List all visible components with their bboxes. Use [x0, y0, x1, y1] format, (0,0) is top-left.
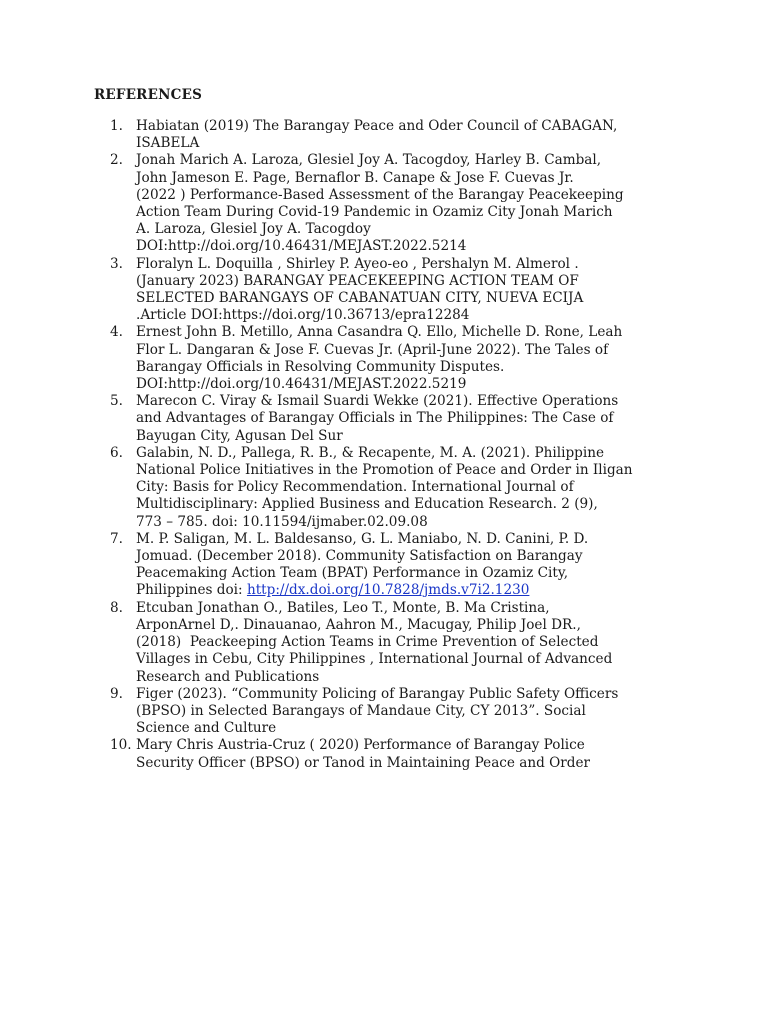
reference-number: 3.	[110, 255, 123, 272]
reference-line: Galabin, N. D., Pallega, R. B., & Recapente, M. A. (2021). Philippine	[136, 444, 604, 461]
reference-line: DOI:http://doi.org/10.46431/MEJAST.2022.5214	[136, 238, 467, 255]
reference-line: Mary Chris Austria-Cruz ( 2020) Performance of Barangay Police	[136, 737, 585, 754]
reference-line: and Advantages of Barangay Officials in The Philippines: The Case of	[136, 410, 614, 427]
reference-text	[136, 118, 680, 152]
reference-number: 2.	[110, 152, 123, 169]
reference-item	[0, 600, 768, 686]
reference-line: Bayugan City, Agusan Del Sur	[136, 427, 343, 444]
reference-number: 6.	[110, 444, 123, 461]
reference-item	[0, 737, 768, 771]
reference-number: 9.	[110, 685, 123, 702]
reference-line: Science and Culture	[136, 720, 277, 737]
reference-line: Action Team During Covid-19 Pandemic in Ozamiz City Jonah Marich	[136, 204, 613, 221]
reference-line: Security Officer (BPSO) or Tanod in Maintaining Peace and Order	[136, 754, 591, 771]
reference-list	[0, 118, 768, 772]
reference-item	[0, 686, 768, 738]
reference-item	[0, 445, 768, 531]
reference-line: City: Basis for Policy Recommendation. International Journal of	[136, 479, 574, 496]
references-heading: REFERENCES	[94, 87, 203, 103]
reference-item	[0, 256, 768, 325]
reference-line-prefix: Philippines doi:	[136, 582, 247, 599]
reference-line: (January 2023) BARANGAY PEACEKEEPING ACTION TEAM OF	[136, 272, 579, 289]
reference-line: Barangay Officials in Resolving Community Disputes.	[136, 358, 505, 375]
reference-line: John Jameson E. Page, Bernaflor B. Canape & Jose F. Cuevas Jr.	[136, 169, 574, 186]
reference-line: Jomuad. (December 2018). Community Satisfaction on Barangay	[136, 548, 583, 565]
reference-line: M. P. Saligan, M. L. Baldesanso, G. L. Maniabo, N. D. Canini, P. D.	[136, 530, 589, 547]
reference-line: 773 – 785. doi: 10.11594/ijmaber.02.09.08	[136, 513, 428, 530]
reference-number: 8.	[110, 599, 123, 616]
reference-text	[136, 256, 680, 325]
reference-text	[136, 600, 680, 686]
reference-line: Flor L. Dangaran & Jose F. Cuevas Jr. (April-June 2022). The Tales of	[136, 341, 609, 358]
reference-line: (BPSO) in Selected Barangays of Mandaue City, CY 2013”. Social	[136, 702, 586, 719]
reference-line: Peacemaking Action Team (BPAT) Performance in Ozamiz City,	[136, 565, 569, 582]
reference-number: 4.	[110, 324, 123, 341]
reference-line: Ernest John B. Metillo, Anna Casandra Q. Ello, Michelle D. Rone, Leah	[136, 324, 623, 341]
reference-line: Figer (2023). “Community Policing of Barangay Public Safety Officers	[136, 685, 619, 702]
doi-link[interactable]: http://dx.doi.org/10.7828/jmds.v7i2.1230	[246, 582, 530, 599]
reference-line: Etcuban Jonathan O., Batiles, Leo T., Monte, B. Ma Cristina,	[136, 599, 550, 616]
reference-text	[136, 445, 680, 531]
reference-item	[0, 393, 768, 445]
reference-number: 7.	[110, 530, 123, 547]
reference-line: (2018) Peackeeping Action Teams in Crime Prevention of Selected	[136, 634, 599, 651]
reference-item	[0, 118, 768, 152]
reference-line: (2022 ) Performance-Based Assessment of the Barangay Peacekeeping	[136, 186, 624, 203]
reference-line: Multidisciplinary: Applied Business and Education Research. 2 (9),	[136, 496, 598, 513]
reference-text	[136, 152, 680, 255]
reference-line: Floralyn L. Doquilla , Shirley P. Ayeo-eo , Pershalyn M. Almerol .	[136, 255, 579, 272]
reference-line: Jonah Marich A. Laroza, Glesiel Joy A. Tacogdoy, Harley B. Cambal,	[136, 152, 602, 169]
reference-number: 10.	[110, 737, 132, 754]
reference-line: .Article DOI:https://doi.org/10.36713/epra12284	[136, 307, 470, 324]
reference-number: 1.	[110, 118, 123, 134]
reference-number: 5.	[110, 393, 123, 410]
reference-line: Research and Publications	[136, 668, 320, 685]
reference-line: Villages in Cebu, City Philippines , International Journal of Advanced	[136, 651, 613, 668]
reference-line: National Police Initiatives in the Promotion of Peace and Order in Iligan	[136, 462, 633, 479]
reference-text	[136, 393, 680, 445]
reference-line: DOI:http://doi.org/10.46431/MEJAST.2022.5219	[136, 376, 467, 393]
reference-text	[136, 324, 680, 393]
reference-item	[0, 152, 768, 255]
reference-text	[136, 737, 680, 771]
reference-text	[136, 531, 680, 600]
reference-item	[0, 531, 768, 600]
reference-line: Habiatan (2019) The Barangay Peace and Oder Council of CABAGAN,	[136, 118, 618, 134]
reference-line: A. Laroza, Glesiel Joy A. Tacogdoy	[136, 221, 371, 238]
reference-line: SELECTED BARANGAYS OF CABANATUAN CITY, NUEVA ECIJA	[136, 290, 584, 307]
reference-text	[136, 686, 680, 738]
reference-item	[0, 324, 768, 393]
reference-line: ArponArnel D,. Dinauanao, Aahron M., Macugay, Philip Joel DR.,	[136, 616, 581, 633]
reference-line: Marecon C. Viray & Ismail Suardi Wekke (2021). Effective Operations	[136, 393, 619, 410]
reference-line: ISABELA	[136, 135, 200, 152]
